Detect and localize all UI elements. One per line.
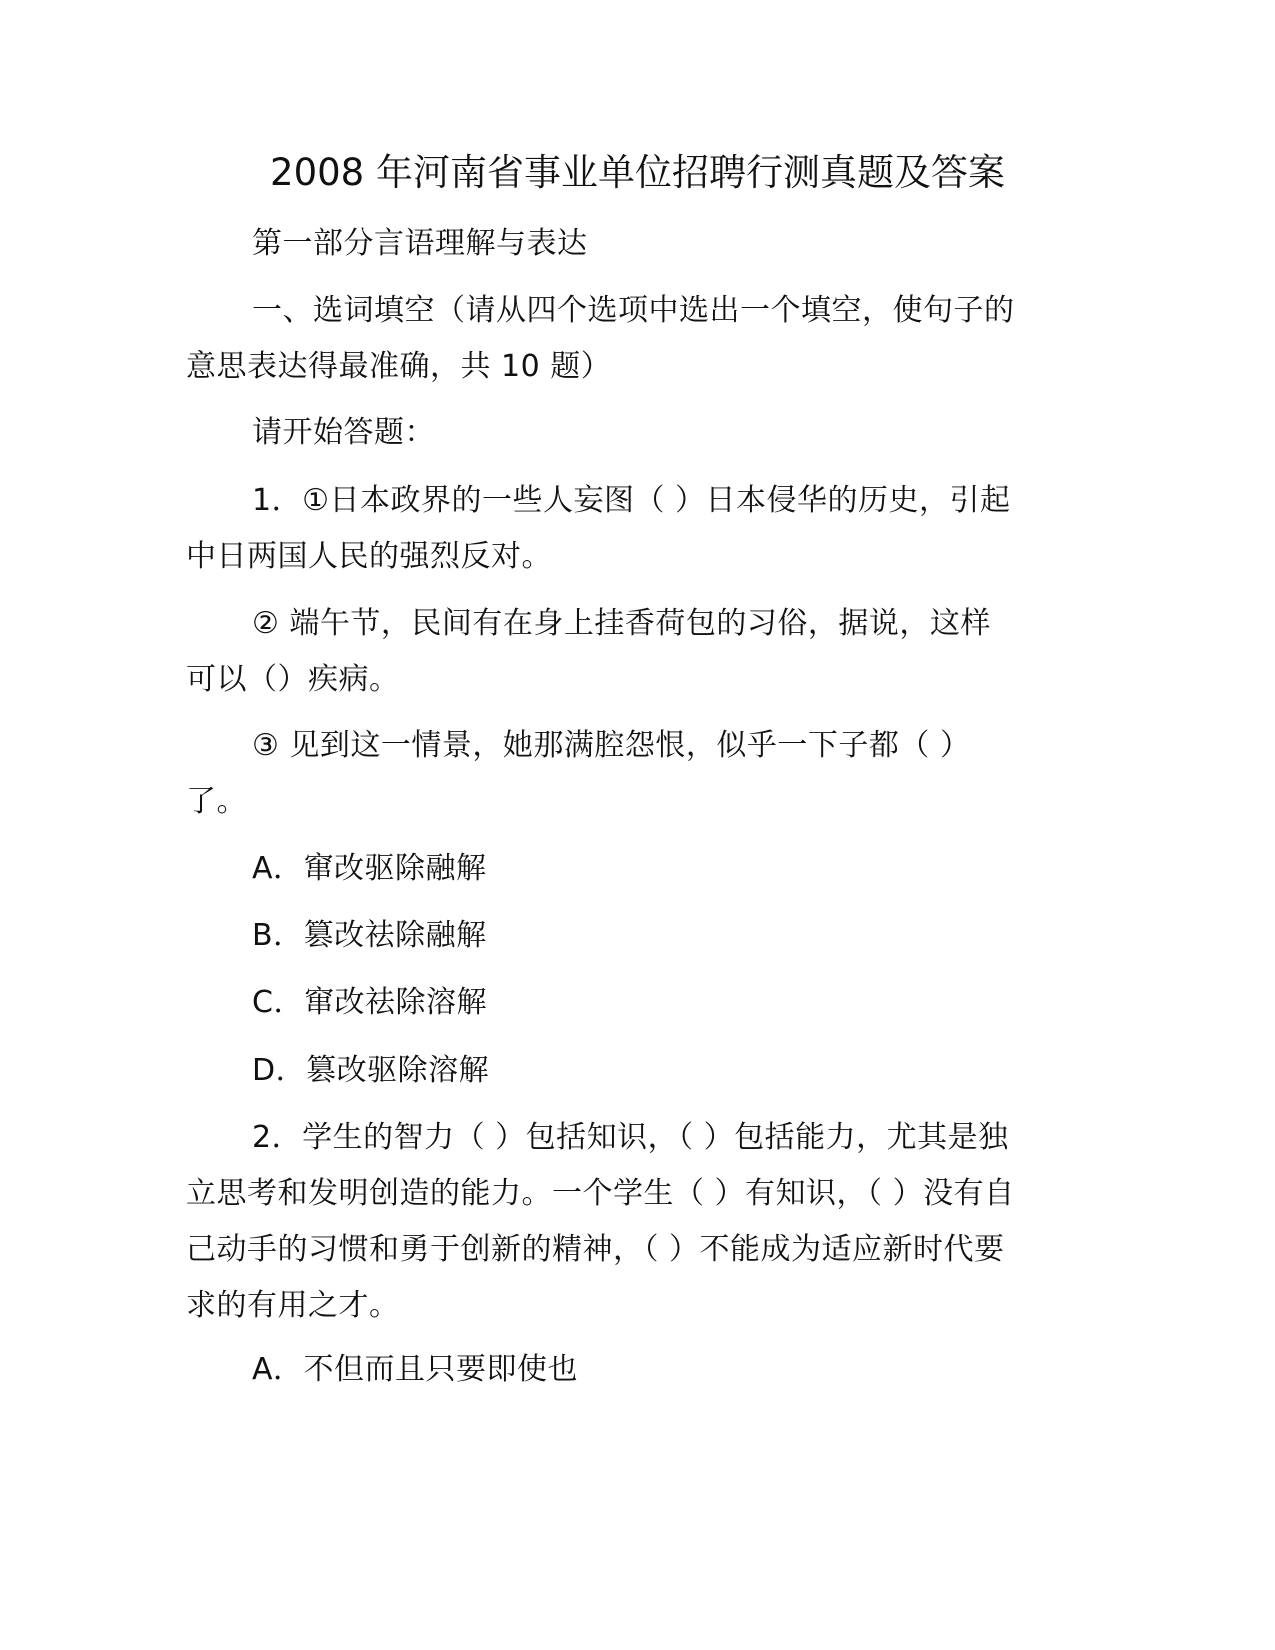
answer-prompt-text: 请开始答题：	[252, 415, 435, 450]
document-title: 2008 年河南省事业单位招聘行测真题及答案	[270, 151, 1005, 194]
q1-s3-line-1: ③ 见到这一情景，她那满腔怨恨，似乎一下子都（ ）	[252, 728, 971, 763]
q1-option-b	[186, 908, 1086, 964]
q1-s2-line-1: ② 端午节，民间有在身上挂香荷包的习俗，据说，这样	[252, 606, 991, 641]
q1-option-a	[186, 841, 1086, 897]
q2-line-4: 求的有用之才。	[186, 1288, 400, 1323]
question-1-sentence-3	[186, 718, 1086, 830]
q2-line-3: 己动手的习惯和勇于创新的精神，（ ）不能成为适应新时代要	[186, 1232, 1005, 1267]
section-heading-text: 第一部分言语理解与表达	[252, 226, 588, 261]
q1-option-a-text: A．窜改驱除融解	[252, 851, 487, 886]
question-1-sentence-1	[186, 473, 1086, 585]
q1-s2-line-2: 可以（）疾病。	[186, 662, 400, 697]
q1-s3-line-2: 了。	[186, 784, 247, 819]
q1-option-d	[186, 1043, 1086, 1099]
q1-s1-line-1: 1．①日本政界的一些人妄图（ ）日本侵华的历史，引起	[252, 483, 1011, 518]
section-heading	[186, 216, 1086, 272]
q1-option-c	[186, 975, 1086, 1031]
instruction-line-1: 一、选词填空（请从四个选项中选出一个填空，使句子的	[252, 293, 1015, 328]
q2-line-1: 2．学生的智力（ ）包括知识，（ ）包括能力，尤其是独	[252, 1120, 1009, 1155]
instruction-line-2: 意思表达得最准确，共 10 题）	[186, 349, 612, 384]
instruction-paragraph	[186, 283, 1086, 395]
q1-option-d-text: D．篡改驱除溶解	[252, 1053, 490, 1088]
q2-option-a-text: A．不但而且只要即使也	[252, 1352, 579, 1387]
answer-prompt	[186, 405, 1086, 461]
q1-option-b-text: B．篡改祛除融解	[252, 918, 487, 953]
question-1-sentence-2	[186, 596, 1086, 708]
q1-s1-line-2: 中日两国人民的强烈反对。	[186, 539, 552, 574]
q2-line-2: 立思考和发明创造的能力。一个学生（ ）有知识，（ ）没有自	[186, 1176, 1015, 1211]
question-2	[186, 1110, 1086, 1334]
q2-option-a	[186, 1342, 1086, 1398]
q1-option-c-text: C．窜改祛除溶解	[252, 985, 487, 1020]
